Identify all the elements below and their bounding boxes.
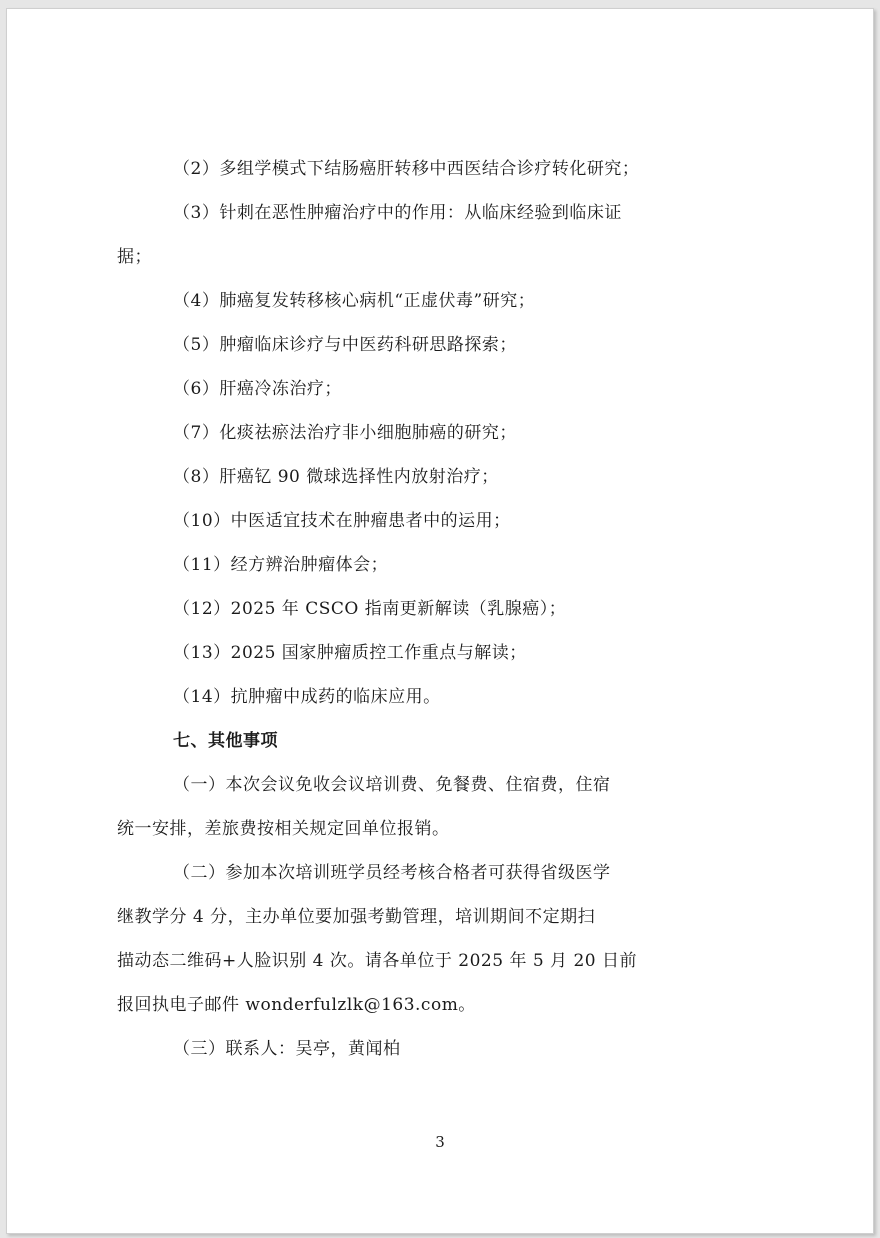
paragraph-2-line-2: 继教学分 4 分，主办单位要加强考勤管理，培训期间不定期扫 — [117, 907, 596, 927]
list-item-8: （8）肝癌钇 90 微球选择性内放射治疗； — [173, 467, 499, 487]
list-item-2: （2）多组学模式下结肠癌肝转移中西医结合诊疗转化研究； — [173, 159, 640, 179]
list-item-14: （14）抗肿瘤中成药的临床应用。 — [173, 687, 441, 707]
list-item-7: （7）化痰祛瘀法治疗非小细胞肺癌的研究； — [173, 423, 517, 443]
list-item-10: （10）中医适宜技术在肿瘤患者中的运用； — [173, 511, 511, 531]
document-body — [117, 157, 777, 1061]
list-item-6: （6）肝癌冷冻治疗； — [173, 379, 342, 399]
list-item-11: （11）经方辨治肿瘤体会； — [173, 555, 389, 575]
section-heading-other-matters: 七、其他事项 — [173, 731, 278, 751]
list-item-12: （12）2025 年 CSCO 指南更新解读（乳腺癌）； — [173, 599, 567, 619]
list-item-13: （13）2025 国家肿瘤质控工作重点与解读； — [173, 643, 527, 663]
paragraph-2-line-1: （二）参加本次培训班学员经考核合格者可获得省级医学 — [173, 863, 611, 883]
paragraph-2-line-3: 描动态二维码+人脸识别 4 次。请各单位于 2025 年 5 月 20 日前 — [117, 951, 638, 971]
list-item-3-continuation: 据； — [117, 247, 152, 267]
contact-line: （三）联系人：吴亭，黄闻柏 — [173, 1039, 401, 1059]
document-page — [6, 8, 874, 1234]
paragraph-1-line-1: （一）本次会议免收会议培训费、免餐费、住宿费，住宿 — [173, 775, 611, 795]
list-item-3: （3）针刺在恶性肿瘤治疗中的作用：从临床经验到临床证 — [173, 203, 622, 223]
list-item-5: （5）肿瘤临床诊疗与中医药科研思路探索； — [173, 335, 517, 355]
page-number: 3 — [435, 1133, 445, 1151]
list-item-4: （4）肺癌复发转移核心病机“正虚伏毒”研究； — [173, 291, 536, 311]
paragraph-1-line-2: 统一安排，差旅费按相关规定回单位报销。 — [117, 819, 450, 839]
paragraph-2-line-4: 报回执电子邮件 wonderfulzlk@163.com。 — [117, 995, 476, 1015]
